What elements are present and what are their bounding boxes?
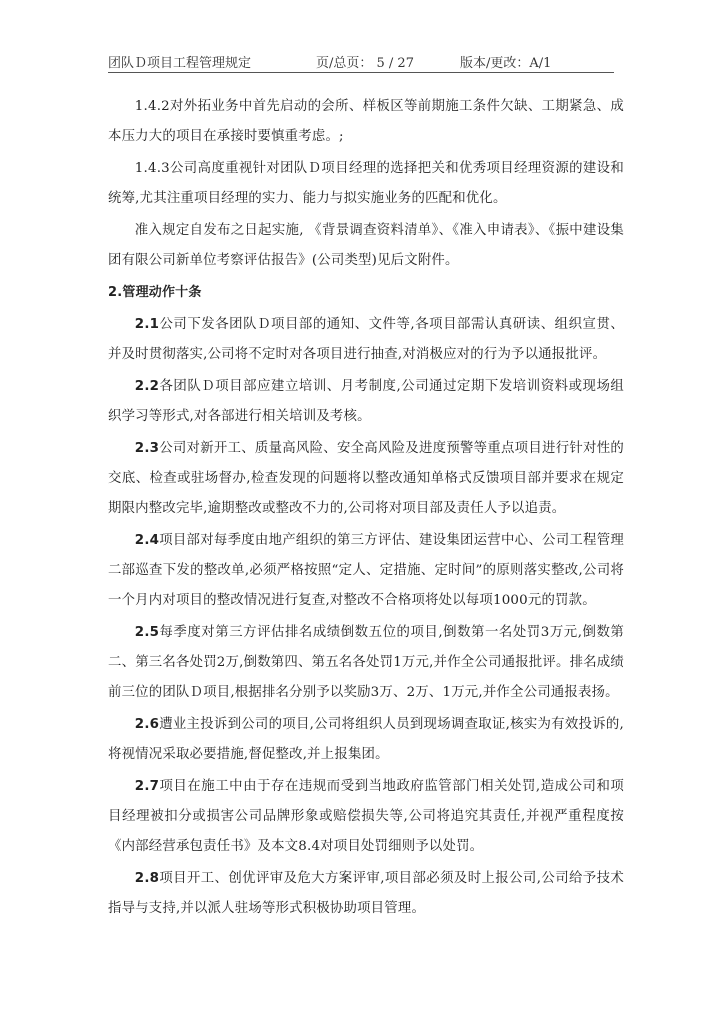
clause-2-4: [108, 526, 624, 616]
clause-text: 各团队Ｄ项目部应建立培训、月考制度,公司通过定期下发培训资料或现场组织学习等形式,对各部进行相关培训及考核。: [108, 379, 624, 424]
document-body: [108, 92, 624, 926]
clause-text: 项目开工、创优评审及危大方案评审,项目部必须及时上报公司,公司给予技术指导与支持,并以派人驻场等形式积极协助项目管理。: [108, 871, 624, 916]
clause-number: 2.1: [134, 317, 160, 332]
page-number: 页/总页： 5 / 27: [316, 56, 414, 71]
clause-text: 公司下发各团队Ｄ项目部的通知、文件等,各项目部需认真研读、组织宣贯、并及时贯彻落实,公司将不定时对各项目进行抽查,对消极应对的行为予以通报批评。: [108, 317, 624, 362]
section-heading: 2.管理动作十条: [108, 285, 202, 300]
clause-2-1: [108, 310, 624, 370]
clause-text: 准入规定自发布之日起实施, 《背景调查资料清单》、《准入申请表》、《振中建设集团有限公司新单位考察评估报告》(公司类型)见后文附件。: [108, 223, 624, 268]
clause-number: 2.3: [134, 441, 160, 456]
effective-date-paragraph: [108, 216, 624, 276]
clause-2-6: [108, 710, 624, 770]
clause-1-4-2: [108, 92, 624, 152]
clause-number: 1.4.2: [134, 99, 170, 114]
clause-number: 2.6: [134, 717, 160, 732]
clause-text: 遭业主投诉到公司的项目,公司将组织人员到现场调查取证,核实为有效投诉的,将视情况采取必要措施,督促整改,并上报集团。: [108, 717, 624, 762]
clause-2-3: [108, 434, 624, 524]
clause-text: 公司对新开工、质量高风险、安全高风险及进度预警等重点项目进行针对性的交底、检查或驻场督办,检查发现的问题将以整改通知单格式反馈项目部并要求在规定期限内整改完毕,逾期整改或整改不力的,公司将对项目部及责任人予以追责。: [108, 441, 624, 516]
page-header: [108, 52, 614, 73]
clause-number: 1.4.3: [134, 161, 170, 176]
clause-number: 2.7: [134, 779, 160, 794]
clause-number: 2.4: [134, 533, 160, 548]
clause-number: 2.8: [134, 871, 160, 886]
clause-number: 2.5: [134, 625, 160, 640]
version-info: 版本/更改：A/1: [460, 56, 552, 71]
document-title: 团队Ｄ项目工程管理规定: [108, 56, 252, 71]
clause-2-2: [108, 372, 624, 432]
clause-number: 2.2: [134, 379, 160, 394]
clause-2-8: [108, 864, 624, 924]
clause-2-7: [108, 772, 624, 862]
clause-2-5: [108, 618, 624, 708]
clause-text: 项目部对每季度由地产组织的第三方评估、建设集团运营中心、公司工程管理二部巡查下发的整改单,必须严格按照“定人、定措施、定时间”的原则落实整改,公司将一个月内对项目的整改情况进行复查,对整改不合格项将处以每项1000元的罚款。: [108, 533, 624, 608]
clause-text: 每季度对第三方评估排名成绩倒数五位的项目,倒数第一名处罚3万元,倒数第二、第三名各处罚2万,倒数第四、第五名各处罚1万元,并作全公司通报批评。排名成绩前三位的团队Ｄ项目,根据排名分别予以奖励3万、2万、1万元,并作全公司通报表扬。: [108, 625, 624, 700]
clause-1-4-3: [108, 154, 624, 214]
clause-text: 对外拓业务中首先启动的会所、样板区等前期施工条件欠缺、工期紧急、成本压力大的项目在承接时要慎重考虑。;: [108, 99, 624, 144]
clause-text: 公司高度重视针对团队Ｄ项目经理的选择把关和优秀项目经理资源的建设和统筹,尤其注重项目经理的实力、能力与拟实施业务的匹配和优化。: [108, 161, 624, 206]
clause-text: 项目在施工中由于存在违规而受到当地政府监管部门相关处罚,造成公司和项目经理被扣分或损害公司品牌形象或赔偿损失等,公司将追究其责任,并视严重程度按《内部经营承包责任书》及本文8.4对项目处罚细则予以处罚。: [108, 779, 624, 854]
